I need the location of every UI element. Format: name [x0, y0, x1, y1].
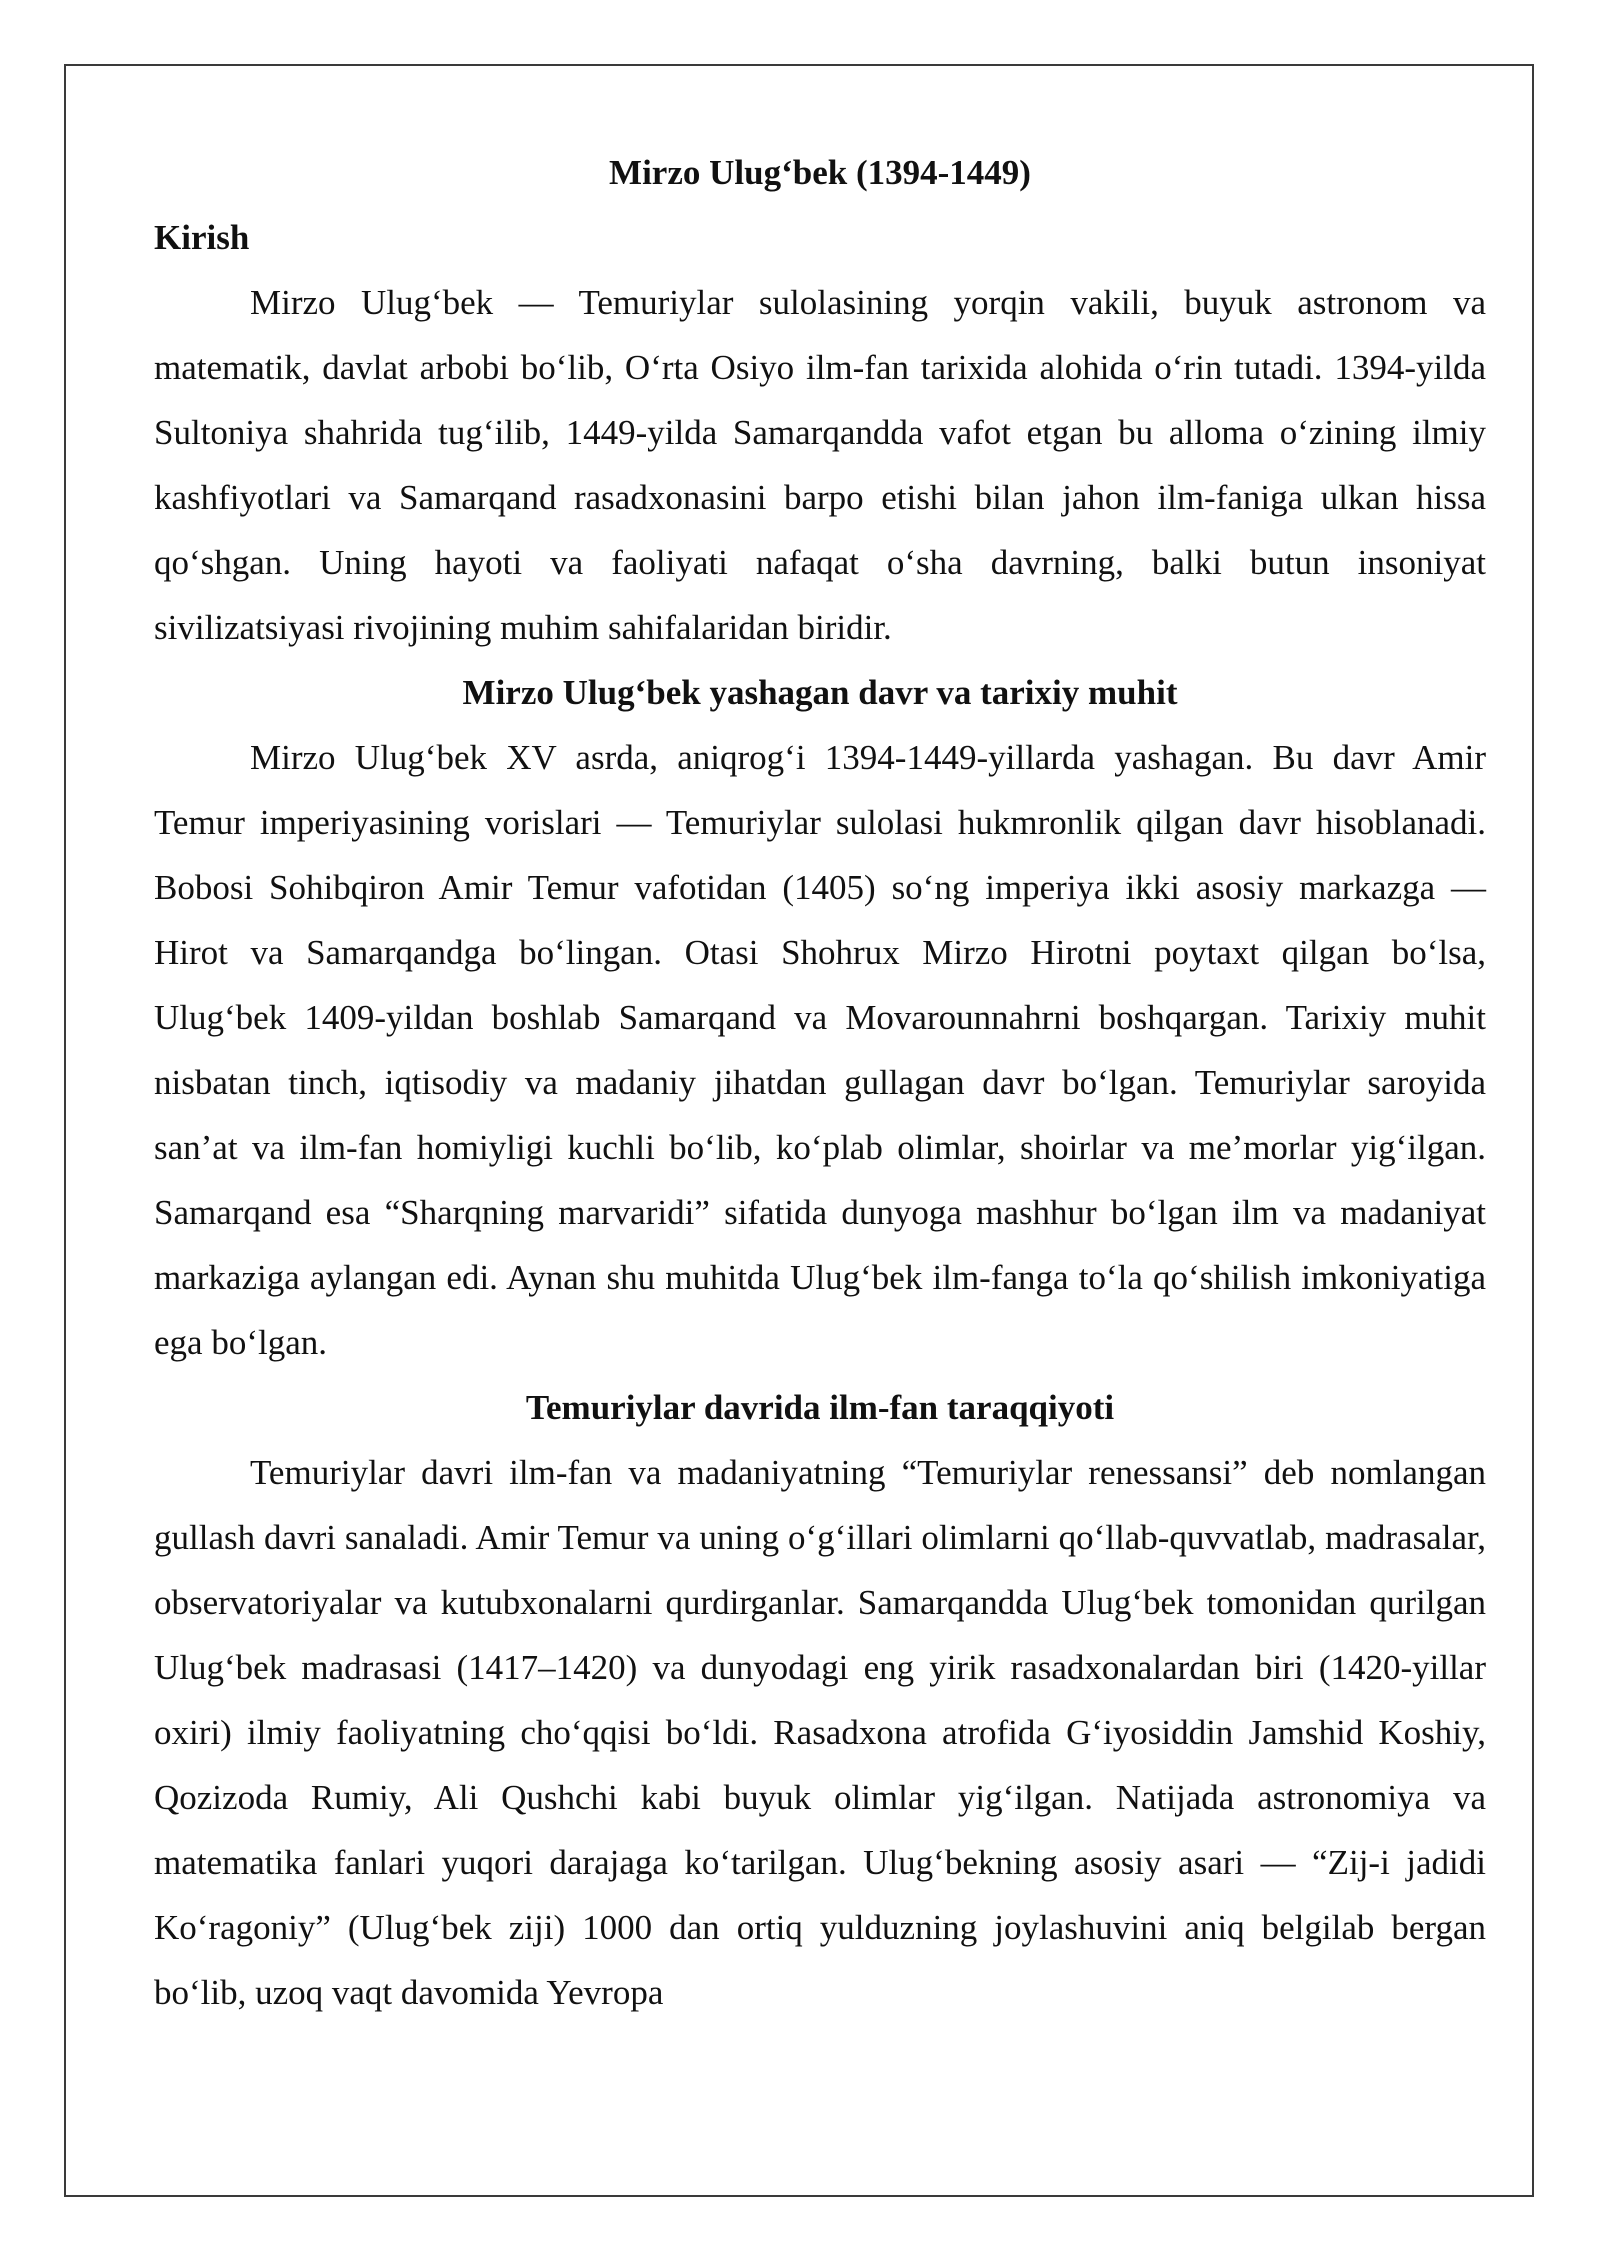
- intro-paragraph: Mirzo Ulug‘bek — Temuriylar sulolasining yorqin vakili, buyuk astronom va matematik, davlat arbobi bo‘lib, O‘rta Osiyo ilm-fan tarixida alohida o‘rin tutadi. 1394-yilda Sultoniya shahrida tug‘ilib, 1449-yilda Samarqandda vafot etgan bu alloma o‘zining ilmiy kashfiyotlari va Samarqand rasadxonasini barpo etishi bilan jahon ilm-faniga ulkan hissa qo‘shgan. Uning hayoti va faoliyati nafaqat o‘sha davrning, balki butun insoniyat sivilizatsiyasi rivojining muhim sahifalaridan biridir.: [154, 283, 1486, 647]
- section-heading-science-development: Temuriylar davrida ilm-fan taraqqiyoti: [525, 1388, 1115, 1427]
- intro-heading: Kirish: [154, 218, 250, 257]
- document-body: [154, 140, 1486, 2025]
- historical-context-paragraph: Mirzo Ulug‘bek XV asrda, aniqrog‘i 1394-1449-yillarda yashagan. Bu davr Amir Temur imperiyasining vorislari — Temuriylar sulolasi hukmronlik qilgan davr hisoblanadi. Bobosi Sohibqiron Amir Temur vafotidan (1405) so‘ng imperiya ikki asosiy markazga — Hirot va Samarqandga bo‘lingan. Otasi Shohrux Mirzo Hirotni poytaxt qilgan bo‘lsa, Ulug‘bek 1409-yildan boshlab Samarqand va Movarounnahrni boshqargan. Tarixiy muhit nisbatan tinch, iqtisodiy va madaniy jihatdan gullagan davr bo‘lgan. Temuriylar saroyida san’at va ilm-fan homiyligi kuchli bo‘lib, ko‘plab olimlar, shoirlar va me’morlar yig‘ilgan. Samarqand esa “Sharqning marvaridi” sifatida dunyoga mashhur bo‘lgan ilm va madaniyat markaziga aylangan edi. Aynan shu muhitda Ulug‘bek ilm-fanga to‘la qo‘shilish imkoniyatiga ega bo‘lgan.: [154, 738, 1486, 1362]
- section-heading-historical-context: Mirzo Ulug‘bek yashagan davr va tarixiy muhit: [462, 673, 1178, 712]
- document-title: Mirzo Ulug‘bek (1394-1449): [609, 153, 1031, 192]
- science-development-paragraph: Temuriylar davri ilm-fan va madaniyatning “Temuriylar renessansi” deb nomlangan gullash davri sanaladi. Amir Temur va uning o‘g‘illari olimlarni qo‘llab-quvvatlab, madrasalar, observatoriyalar va kutubxonalarni qurdirganlar. Samarqandda Ulug‘bek tomonidan qurilgan Ulug‘bek madrasasi (1417–1420) va dunyodagi eng yirik rasadxonalardan biri (1420-yillar oxiri) ilmiy faoliyatning cho‘qqisi bo‘ldi. Rasadxona atrofida G‘iyosiddin Jamshid Koshiy, Qozizoda Rumiy, Ali Qushchi kabi buyuk olimlar yig‘ilgan. Natijada astronomiya va matematika fanlari yuqori darajaga ko‘tarilgan. Ulug‘bekning asosiy asari — “Zij-i jadidi Ko‘ragoniy” (Ulug‘bek ziji) 1000 dan ortiq yulduzning joylashuvini aniq belgilab bergan bo‘lib, uzoq vaqt davomida Yevropa: [154, 1453, 1486, 2012]
